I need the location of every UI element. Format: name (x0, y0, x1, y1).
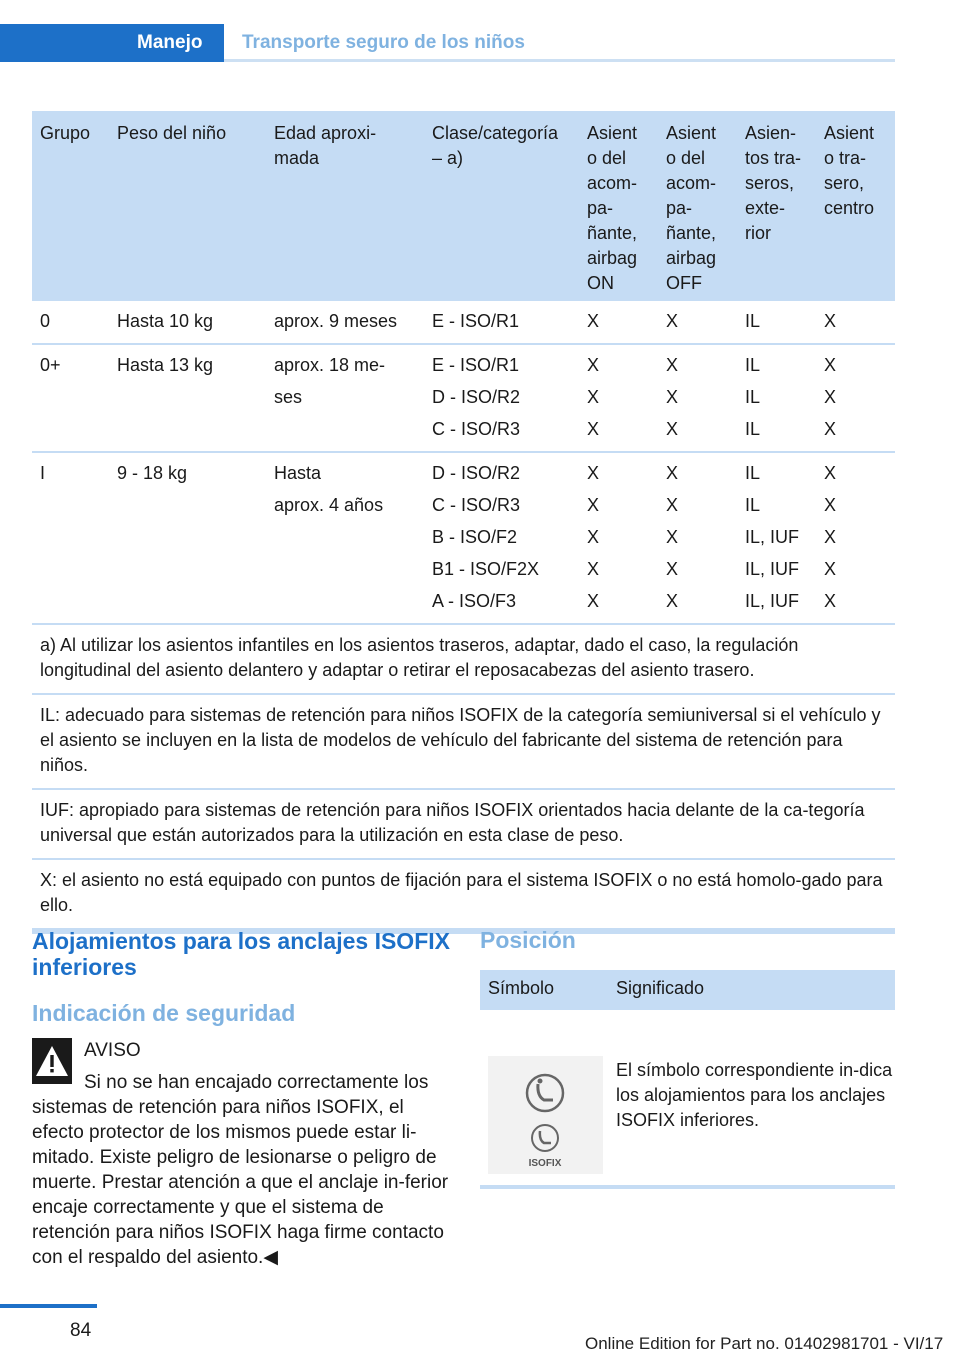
table-cell-off (666, 305, 678, 337)
column-header (274, 121, 376, 171)
page-number: 84 (70, 1320, 92, 1341)
column-header-line: Peso del niño (117, 123, 227, 143)
cell-line: X (587, 559, 600, 579)
cell-line: X (666, 559, 679, 579)
cell-line: IL (745, 311, 761, 331)
table-cell-off (666, 349, 678, 445)
table-row (32, 345, 895, 453)
symbol-table-row (480, 1010, 895, 1188)
table-cell-clase (432, 457, 539, 617)
cell-line: IL (745, 387, 761, 407)
cell-line: X (587, 591, 600, 611)
symbol-table-header (480, 970, 895, 1010)
column-header-line: pa- (587, 198, 614, 218)
cell-line: IL, IUF (745, 559, 800, 579)
column-header-line: – a) (432, 148, 464, 168)
cell-line: X (666, 311, 679, 331)
cell-line: X (824, 591, 837, 611)
cell-line: D - ISO/R2 (432, 463, 521, 483)
table-cell-ext (745, 457, 799, 617)
column-header-line: Asient (587, 123, 638, 143)
column-header (117, 121, 226, 146)
header-rule (224, 59, 895, 62)
table-cell-centro (824, 349, 836, 445)
column-header-line: Grupo (40, 123, 91, 143)
section-label: Manejo (137, 32, 203, 53)
column-header-line: acom- (587, 173, 638, 193)
cell-line: X (587, 463, 600, 483)
section-heading: Alojamientos para los anclajes ISOFIX inferiores (32, 928, 450, 980)
column-header-line: tos tra- (745, 148, 802, 168)
table-cell-grupo (40, 305, 50, 337)
column-header-line: centro (824, 198, 875, 218)
table-cell-off (666, 457, 678, 617)
column-header-line: sero, (824, 173, 865, 193)
cell-line: ses (274, 387, 303, 407)
cell-line: X (666, 495, 679, 515)
chapter-title: Transporte seguro de los niños (242, 32, 525, 53)
column-header-line: airbag (587, 248, 638, 268)
cell-line: X (824, 495, 837, 515)
table-body (32, 301, 895, 625)
cell-line: Hasta (274, 463, 322, 483)
column-header-line: Asient (824, 123, 875, 143)
cell-line: D - ISO/R2 (432, 387, 521, 407)
cell-line: aprox. 9 meses (274, 311, 398, 331)
cell-line: IL (745, 419, 761, 439)
cell-line: A - ISO/F3 (432, 591, 517, 611)
cell-line: X (824, 527, 837, 547)
cell-line: IL (745, 355, 761, 375)
column-header-line: Asient (666, 123, 717, 143)
table-cell-ext (745, 349, 760, 445)
column-header-line: pa- (666, 198, 693, 218)
cell-line: X (666, 387, 679, 407)
isofix-anchor-icon (488, 1056, 603, 1174)
column-header-line: o del (587, 148, 627, 168)
column-header-line: ON (587, 273, 614, 293)
position-heading: Posición (480, 927, 576, 953)
warning-label: AVISO (84, 1040, 141, 1061)
column-header-line: o del (666, 148, 706, 168)
table-cell-grupo (40, 349, 61, 381)
table-footnote: X: el asiento no está equipado con puntos de fijación para el sistema ISOFIX o no está homolo-gado para ello. (32, 860, 895, 930)
symbol-column-header: Símbolo (488, 978, 555, 998)
isofix-symbol (488, 1056, 603, 1174)
cell-line: IL, IUF (745, 527, 800, 547)
cell-line: B1 - ISO/F2X (432, 559, 540, 579)
cell-line: aprox. 4 años (274, 495, 384, 515)
child-seat-table (32, 111, 895, 934)
table-cell-on (587, 457, 599, 617)
column-header (40, 121, 90, 146)
cell-line: X (587, 311, 600, 331)
table-row (32, 301, 895, 345)
table-cell-edad (274, 349, 385, 413)
column-header (745, 121, 801, 246)
column-header-line: seros, (745, 173, 795, 193)
cell-line: X (666, 463, 679, 483)
cell-line: IL (745, 463, 761, 483)
table-cell-clase (432, 349, 520, 445)
safety-subheading: Indicación de seguridad (32, 1000, 296, 1026)
column-header-line: Clase/categoría (432, 123, 559, 143)
cell-line: X (666, 527, 679, 547)
cell-line: X (666, 355, 679, 375)
table-cell-ext (745, 305, 760, 337)
table-cell-edad (274, 457, 383, 521)
column-header (666, 121, 716, 296)
cell-line: X (824, 311, 837, 331)
warning-text: Si no se han encajado correctamente los sistemas de retención para niños ISOFIX, el efecto protector de los mismos puede estar li-mitado. Existe peligro de lesionarse o peligro de muerte. Prestar atención a que el anclaje in-ferior encaje correctamente y que el sistema de retención para niños ISOFIX haga firme contacto con el respaldo del asiento.◀ (32, 1072, 449, 1268)
symbol-table (480, 970, 895, 1188)
column-header-line: Asien- (745, 123, 797, 143)
cell-line: X (824, 419, 837, 439)
cell-line: B - ISO/F2 (432, 527, 518, 547)
meaning-column-header: Significado (616, 978, 705, 998)
table-row (32, 453, 895, 625)
column-header (824, 121, 874, 221)
table-cell-centro (824, 457, 836, 617)
column-header-line: rior (745, 223, 771, 243)
column-header-line: OFF (666, 273, 702, 293)
column-header-line: exte- (745, 198, 786, 218)
table-header (32, 111, 895, 301)
edition-note: Online Edition for Part no. 01402981701 - VI/17 (585, 1334, 944, 1353)
table-cell-edad (274, 305, 397, 337)
cell-line: X (587, 527, 600, 547)
cell-line: I (40, 463, 46, 483)
cell-line: X (824, 559, 837, 579)
table-footnote: a) Al utilizar los asientos infantiles en los asientos traseros, adaptar, dado el caso, la regulación longitudinal del asiento delantero y adaptar o retirar el reposacabezas del asiento trasero. (32, 625, 895, 695)
table-cell-centro (824, 305, 836, 337)
column-header-line: mada (274, 148, 320, 168)
cell-line: Hasta 10 kg (117, 311, 214, 331)
cell-line: X (587, 355, 600, 375)
symbol-meaning: El símbolo correspondiente in-dica los alojamientos para los anclajes ISOFIX inferiores. (616, 1060, 893, 1130)
cell-line: X (666, 419, 679, 439)
cell-line: X (824, 387, 837, 407)
cell-line: IL (745, 495, 761, 515)
table-notes (32, 625, 895, 930)
cell-line: E - ISO/R1 (432, 311, 520, 331)
cell-line: C - ISO/R3 (432, 419, 521, 439)
footer-bar (0, 1304, 97, 1308)
page-header (0, 24, 895, 62)
table-footnote: IUF: apropiado para sistemas de retención para niños ISOFIX orientados hacia delante de la ca-tegoría universal que están autorizados para la utilización en esta clase de peso. (32, 790, 895, 860)
cell-line: X (824, 355, 837, 375)
cell-line: C - ISO/R3 (432, 495, 521, 515)
table-cell-clase (432, 305, 519, 337)
table-cell-grupo (40, 457, 45, 489)
table-footnote: IL: adecuado para sistemas de retención para niños ISOFIX de la categoría semiuniversal si el vehículo y el asiento se incluyen en la lista de modelos de vehículo del fabricante del sistema de retención para niños. (32, 695, 895, 790)
column-header-line: airbag (666, 248, 717, 268)
isofix-icon-caption: ISOFIX (528, 1158, 562, 1169)
column-header-line: ñante, (666, 223, 717, 243)
cell-line: 0+ (40, 355, 61, 375)
column-header (432, 121, 558, 171)
cell-line: IL, IUF (745, 591, 800, 611)
cell-line: E - ISO/R1 (432, 355, 520, 375)
table-cell-on (587, 349, 599, 445)
column-header-line: acom- (666, 173, 717, 193)
column-header-line: Edad aproxi- (274, 123, 377, 143)
cell-line: Hasta 13 kg (117, 355, 214, 375)
table-cell-peso (117, 457, 187, 489)
cell-line: X (587, 387, 600, 407)
column-header-line: o tra- (824, 148, 867, 168)
table-cell-peso (117, 305, 213, 337)
column-header-line: ñante, (587, 223, 638, 243)
table-cell-on (587, 305, 599, 337)
cell-line: X (824, 463, 837, 483)
column-header (587, 121, 637, 296)
table-cell-peso (117, 349, 213, 381)
cell-line: 9 - 18 kg (117, 463, 188, 483)
cell-line: X (666, 591, 679, 611)
cell-line: X (587, 495, 600, 515)
cell-line: 0 (40, 311, 51, 331)
symbol-table-end-rule (480, 1185, 895, 1189)
cell-line: X (587, 419, 600, 439)
cell-line: aprox. 18 me- (274, 355, 386, 375)
